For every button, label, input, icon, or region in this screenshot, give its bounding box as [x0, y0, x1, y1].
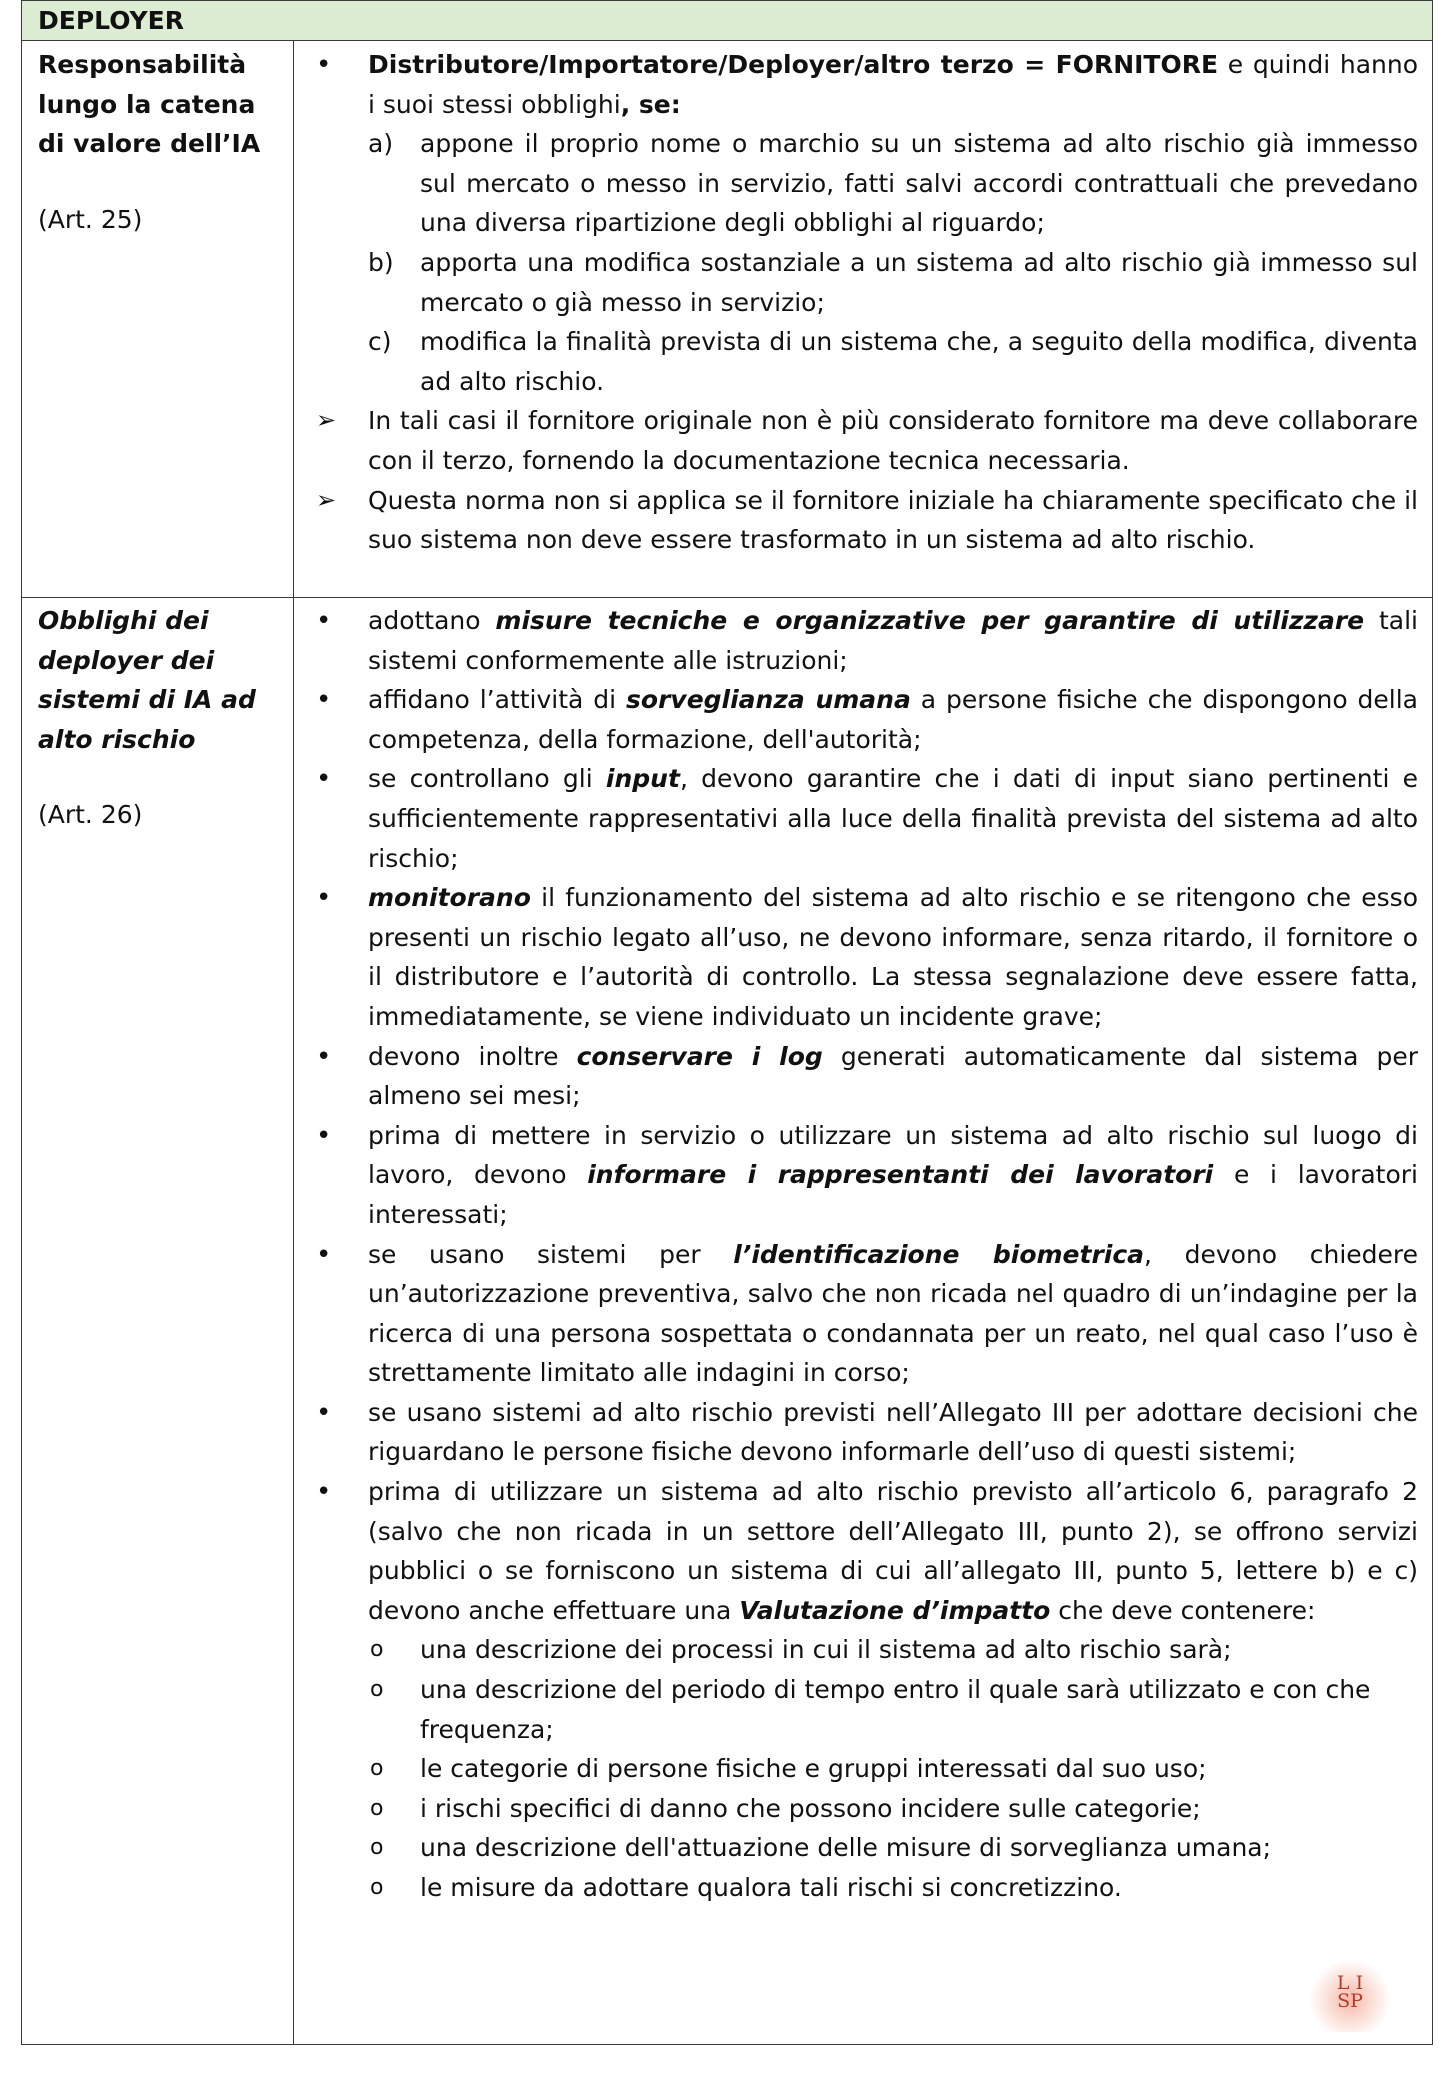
item-text: una descrizione del periodo di tempo entro il quale sarà utilizzato e con che frequenza;: [420, 1675, 1371, 1744]
bullet-icon: [316, 1393, 356, 1434]
item-text: prima di utilizzare un sistema ad alto rischio previsto all’articolo 6, paragrafo 2 (salvo che non ricada in un settore dell’Allegato III, punto 2), se offrono servizi pubblici o se forniscono un sistema di cui all’allegato III, punto 5, lettere b) e c) devono anche effettuare una: [368, 1477, 1418, 1625]
item-text: se usano sistemi per: [368, 1239, 734, 1269]
bullet-item: [308, 1037, 1418, 1116]
bullet-item: [308, 759, 1418, 878]
sub-bullet-item: [308, 1670, 1418, 1749]
item-text: se controllano gli: [368, 764, 606, 794]
row-label-cell: [22, 41, 294, 597]
article-ref: (Art. 26): [38, 800, 143, 829]
arrow-item: [308, 401, 1418, 480]
table-header: DEPLOYER: [22, 1, 1432, 41]
item-marker: b): [368, 247, 394, 277]
item-emphasis: l’identificazione biometrica: [733, 1239, 1145, 1269]
item-text: le misure da adottare qualora tali rischi si concretizzino.: [420, 1873, 1122, 1902]
lettered-item: [308, 124, 1418, 243]
arrow-item: [308, 481, 1418, 560]
bullet-icon: [316, 601, 356, 642]
sub-bullet-item: [308, 1749, 1418, 1789]
item-text: prima di mettere in servizio o utilizzare un sistema ad alto rischio sul luogo di lavoro, devono: [368, 1120, 1418, 1190]
bullet-icon: [316, 1116, 356, 1157]
sub-bullet-item: [308, 1868, 1418, 1908]
bullet-icon: [316, 1472, 356, 1513]
bullet-icon: [316, 878, 356, 919]
intro-tail: , se:: [620, 89, 681, 119]
row-label-cell: [22, 597, 294, 2044]
obligations-table: [21, 0, 1433, 2045]
bullet-icon: [316, 759, 356, 800]
bullet-item: [308, 601, 1418, 680]
item-text: modifica la finalità prevista di un sistema che, a seguito della modifica, diventa ad alto rischio.: [420, 327, 1418, 396]
table-row-art25: [22, 41, 1432, 598]
bullet-item: [308, 45, 1418, 124]
lisp-logo: [1310, 1960, 1390, 2032]
item-text: una descrizione dell'attuazione delle misure di sorveglianza umana;: [420, 1833, 1272, 1863]
bullet-item: [308, 680, 1418, 759]
item-text: che deve contenere:: [1050, 1595, 1316, 1625]
circle-bullet-icon: o: [370, 1875, 384, 1900]
circle-bullet-icon: o: [370, 1637, 384, 1663]
item-text: appone il proprio nome o marchio su un sistema ad alto rischio già immesso sul mercato o messo in servizio, fatti salvi accordi contrattuali che prevedano una diversa ripartizione degli obblighi al riguardo;: [420, 129, 1418, 238]
item-text: In tali casi il fornitore originale non è più considerato fornitore ma deve collaborare con il terzo, fornendo la documentazione tecnica necessaria.: [368, 406, 1418, 475]
item-text: una descrizione dei processi in cui il sistema ad alto rischio sarà;: [420, 1635, 1232, 1665]
logo-line-1: L I: [1336, 1972, 1364, 1994]
item-text: i rischi specifici di danno che possono incidere sulle categorie;: [420, 1793, 1201, 1823]
bullet-item: [308, 1235, 1418, 1393]
bullet-icon: [316, 680, 356, 721]
item-emphasis: misure tecniche e organizzative per garantire di utilizzare: [495, 606, 1365, 635]
sub-bullet-item: [308, 1789, 1418, 1829]
circle-bullet-icon: o: [370, 1795, 384, 1821]
item-text: adottano: [368, 606, 496, 635]
item-text: Questa norma non si applica se il fornitore iniziale ha chiaramente specificato che il suo sistema non deve essere trasformato in un sistema ad alto rischio.: [368, 485, 1418, 555]
item-text: , devono chiedere un’autorizzazione preventiva, salvo che non ricada nel quadro di un’indagine per la ricerca di una persona sospettata o condannata per un reato, nel qual caso l’uso è strettamente limitato alle indagini in corso;: [368, 1239, 1419, 1388]
item-text: e i lavoratori interessati;: [368, 1160, 1418, 1229]
bullet-item: [308, 1116, 1418, 1235]
bullet-item: [308, 1472, 1418, 1630]
item-text: apporta una modifica sostanziale a un sistema ad alto rischio già immesso sul mercato o già messo in servizio;: [420, 247, 1418, 317]
row-title: Obblighi dei deployer dei sistemi di IA ad alto rischio: [38, 606, 256, 754]
item-emphasis: input: [605, 764, 680, 794]
bullet-item: [308, 1393, 1418, 1472]
item-text: il funzionamento del sistema ad alto rischio e se ritengono che esso presenti un rischio legato all’uso, ne devono informare, senza ritardo, il fornitore o il distributore e l’autorità di controllo. La stessa segnalazione deve essere fatta, immediatamente, se viene individuato un incidente grave;: [368, 883, 1418, 1031]
arrow-icon: ➢: [316, 485, 337, 514]
intro-bold: Distributore/Importatore/Deployer/altro terzo = FORNITORE: [368, 50, 1219, 79]
item-emphasis: informare i rappresentanti dei lavoratori: [587, 1160, 1214, 1190]
row-content-cell: [294, 41, 1432, 597]
bullet-item: [308, 878, 1418, 1036]
item-emphasis: sorveglianza umana: [626, 685, 911, 715]
circle-bullet-icon: o: [370, 1756, 384, 1782]
item-text: affidano l’attività di: [368, 685, 627, 715]
item-emphasis: conservare i log: [576, 1041, 823, 1071]
article-ref: (Art. 25): [38, 204, 143, 234]
item-emphasis: monitorano: [368, 883, 531, 913]
item-text: devono inoltre: [368, 1041, 577, 1071]
sub-bullet-item: [308, 1630, 1418, 1670]
circle-bullet-icon: o: [370, 1677, 384, 1703]
sub-bullet-item: [308, 1828, 1418, 1868]
item-marker: a): [368, 129, 394, 159]
bullet-icon: [316, 45, 356, 86]
intro-plain: e quindi hanno i suoi stessi obblighi: [368, 50, 1418, 119]
item-text: a persone fisiche che dispongono della competenza, della formazione, dell'autorità;: [368, 685, 1418, 754]
lettered-item: [308, 243, 1418, 322]
item-text: se usano sistemi ad alto rischio previsti nell’Allegato III per adottare decisioni che riguardano le persone fisiche devono informarle dell’uso di questi sistemi;: [368, 1397, 1418, 1467]
row-title: Responsabilità lungo la catena di valore dell’IA: [38, 50, 261, 158]
item-text: , devono garantire che i dati di input siano pertinenti e sufficientemente rappresentativi alla luce della finalità prevista del sistema ad alto rischio;: [368, 764, 1418, 873]
item-text: le categorie di persone fisiche e gruppi interessati dal suo uso;: [420, 1754, 1207, 1784]
bullet-icon: [316, 1037, 356, 1078]
item-marker: c): [368, 327, 392, 357]
item-text: generati automaticamente dal sistema per almeno sei mesi;: [368, 1041, 1418, 1111]
bullet-icon: [316, 1235, 356, 1276]
row-content-cell: [294, 597, 1432, 2044]
logo-line-2: SP: [1337, 1990, 1363, 2012]
item-text: tali sistemi conformemente alle istruzioni;: [368, 606, 1419, 675]
item-emphasis: Valutazione d’impatto: [739, 1595, 1051, 1625]
arrow-icon: ➢: [316, 406, 337, 435]
lettered-item: [308, 322, 1418, 401]
table-row-art26: [22, 597, 1432, 2044]
circle-bullet-icon: o: [370, 1835, 384, 1861]
